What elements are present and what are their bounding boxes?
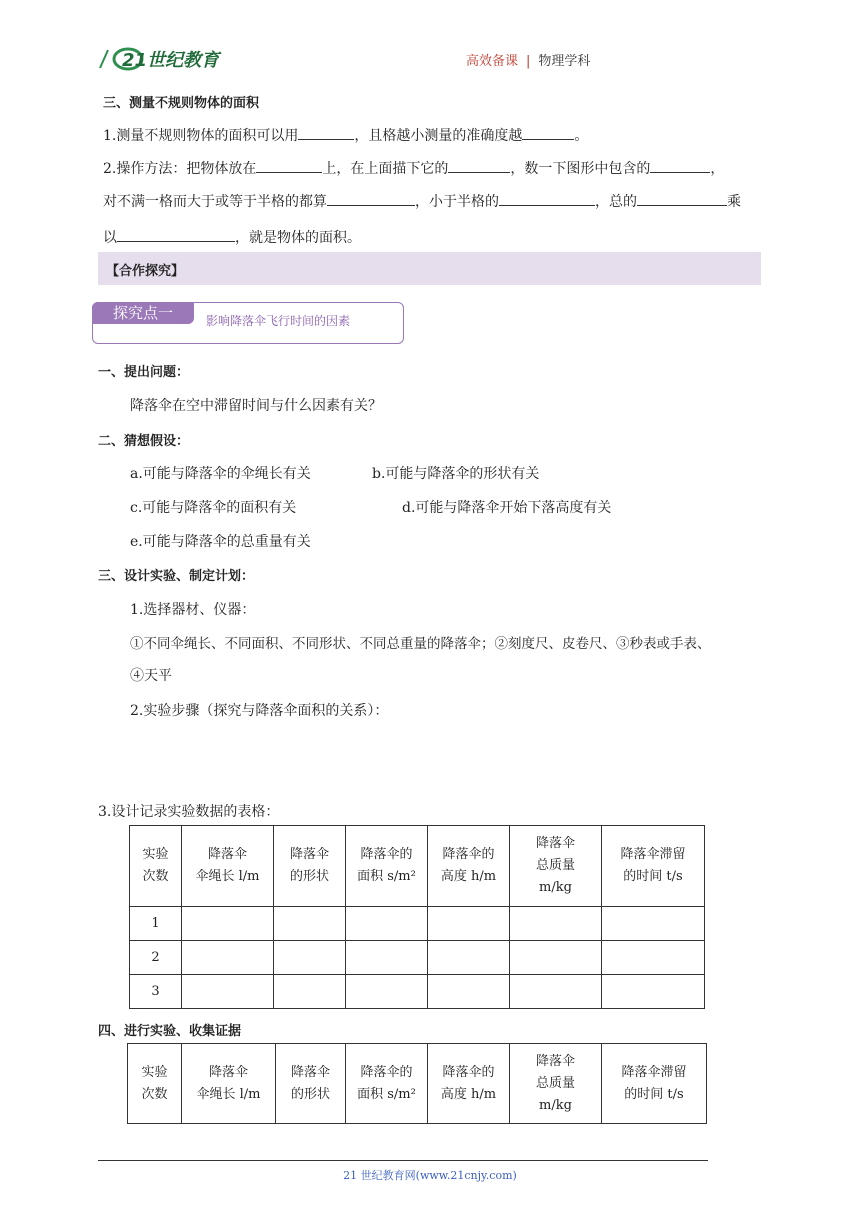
table-cell[interactable] <box>428 907 510 941</box>
sec3-line3 <box>103 191 741 211</box>
table-cell[interactable] <box>346 975 428 1009</box>
th-height: 降落伞的 高度 h/m <box>428 826 510 907</box>
table-cell[interactable] <box>274 941 346 975</box>
table-cell[interactable] <box>346 907 428 941</box>
sec3-l1c: 。 <box>574 128 589 144</box>
sec3-line4 <box>103 227 361 247</box>
sec3-l4b: ，就是物体的面积。 <box>235 230 361 246</box>
table-cell[interactable] <box>182 941 274 975</box>
header-subject: 物理学科 <box>538 54 591 69</box>
coop-title: 【合作探究】 <box>106 264 185 279</box>
q3-step1-materials: ①不同伞绳长、不同面积、不同形状、不同总重量的降落伞；②刻度尺、皮卷尺、③秒表或手表、 <box>130 636 711 652</box>
q2-title: 二、猜想假设： <box>98 434 190 449</box>
table-cell[interactable] <box>428 975 510 1009</box>
hypothesis-d: d.可能与降落伞开始下落高度有关 <box>402 500 612 516</box>
sec3-l1b: ，且格越小测量的准确度越 <box>354 128 523 144</box>
th-trial: 实验 次数 <box>130 826 182 907</box>
coop-section-bar <box>98 252 761 285</box>
table-cell[interactable] <box>510 975 602 1009</box>
q3-step2: 2.实验步骤（探究与降落伞面积的关系）： <box>130 703 389 719</box>
header-divider: | <box>526 54 531 69</box>
table-cell[interactable] <box>602 907 705 941</box>
sec3-l2b: 上，在上面描下它的 <box>322 161 449 177</box>
explore-point-label: 探究点一 <box>92 302 194 324</box>
header-brand: 高效备课 <box>466 54 519 69</box>
hypothesis-a: a.可能与降落伞的伞绳长有关 <box>130 466 311 482</box>
th-height: 降落伞的 高度 h/m <box>428 1044 510 1124</box>
sec3-l3d: 乘 <box>727 194 741 210</box>
blank-6[interactable] <box>327 191 415 206</box>
q1-title: 一、提出问题： <box>98 365 190 380</box>
footer-divider <box>98 1160 708 1161</box>
header-right <box>466 50 590 69</box>
th-cord-length: 降落伞 伞绳长 l/m <box>182 826 274 907</box>
sec3-l3c: ，总的 <box>595 194 637 210</box>
footer-link[interactable]: 21 世纪教育网(www.21cnjy.com) <box>343 1169 517 1182</box>
table-cell[interactable] <box>274 975 346 1009</box>
sec3-l1a: 1.测量不规则物体的面积可以用 <box>103 128 299 144</box>
th-trial: 实验 次数 <box>128 1044 182 1124</box>
blank-2[interactable] <box>522 125 574 140</box>
q1-text: 降落伞在空中滞留时间与什么因素有关？ <box>130 398 382 414</box>
th-area: 降落伞的 面积 s/m² <box>346 826 428 907</box>
table-cell[interactable] <box>602 975 705 1009</box>
sec3-l2d: ， <box>710 161 725 177</box>
sec3-l4a: 以 <box>103 230 117 246</box>
data-table-collect <box>127 1043 707 1124</box>
th-shape: 降落伞 的形状 <box>274 826 346 907</box>
sec3-line1 <box>103 125 588 145</box>
blank-1[interactable] <box>298 125 354 140</box>
q3-step1: 1.选择器材、仪器： <box>130 602 256 618</box>
hypothesis-b: b.可能与降落伞的形状有关 <box>372 466 540 482</box>
brand-logo <box>98 46 238 72</box>
table-row <box>130 907 705 941</box>
th-area: 降落伞的 面积 s/m² <box>346 1044 428 1124</box>
blank-3[interactable] <box>256 158 322 173</box>
q3-title: 三、设计实验、制定计划： <box>98 569 255 584</box>
q4-title: 四、进行实验、收集证据 <box>98 1024 242 1039</box>
row-index: 3 <box>130 975 182 1009</box>
table-cell[interactable] <box>274 907 346 941</box>
sec3-l2a: 2.操作方法：把物体放在 <box>103 161 257 177</box>
table-cell[interactable] <box>182 907 274 941</box>
blank-9[interactable] <box>117 227 235 242</box>
th-mass: 降落伞 总质量 m/kg <box>510 826 602 907</box>
sec3-title: 三、测量不规则物体的面积 <box>103 96 260 111</box>
blank-8[interactable] <box>637 191 727 206</box>
table-cell[interactable] <box>510 907 602 941</box>
blank-4[interactable] <box>448 158 510 173</box>
q3-step1-balance: ④天平 <box>130 668 172 684</box>
th-time: 降落伞滞留 的时间 t/s <box>602 1044 707 1124</box>
table-cell[interactable] <box>346 941 428 975</box>
table-header-row <box>130 826 705 907</box>
blank-5[interactable] <box>650 158 710 173</box>
q3-step3: 3.设计记录实验数据的表格： <box>98 804 280 820</box>
th-time: 降落伞滞留 的时间 t/s <box>602 826 705 907</box>
data-table-design <box>129 825 705 1009</box>
table-cell[interactable] <box>510 941 602 975</box>
explore-point-subtitle: 影响降落伞飞行时间的因素 <box>206 314 351 328</box>
table-header-row <box>128 1044 707 1124</box>
hypothesis-e: e.可能与降落伞的总重量有关 <box>130 534 311 550</box>
row-index: 2 <box>130 941 182 975</box>
sec3-l3b: ，小于半格的 <box>415 194 499 210</box>
table-cell[interactable] <box>182 975 274 1009</box>
table-cell[interactable] <box>602 941 705 975</box>
th-cord-length: 降落伞 伞绳长 l/m <box>182 1044 276 1124</box>
row-index: 1 <box>130 907 182 941</box>
blank-7[interactable] <box>499 191 595 206</box>
th-shape: 降落伞 的形状 <box>276 1044 346 1124</box>
table-row <box>130 975 705 1009</box>
sec3-l2c: ，数一下图形中包含的 <box>510 161 651 177</box>
sec3-line2 <box>103 158 724 178</box>
th-mass: 降落伞 总质量 m/kg <box>510 1044 602 1124</box>
hypothesis-c: c.可能与降落伞的面积有关 <box>130 500 297 516</box>
brand-logo-text: 21世纪教育 <box>122 50 220 71</box>
table-cell[interactable] <box>428 941 510 975</box>
table-row <box>130 941 705 975</box>
sec3-l3a: 对不满一格而大于或等于半格的都算 <box>103 194 327 210</box>
